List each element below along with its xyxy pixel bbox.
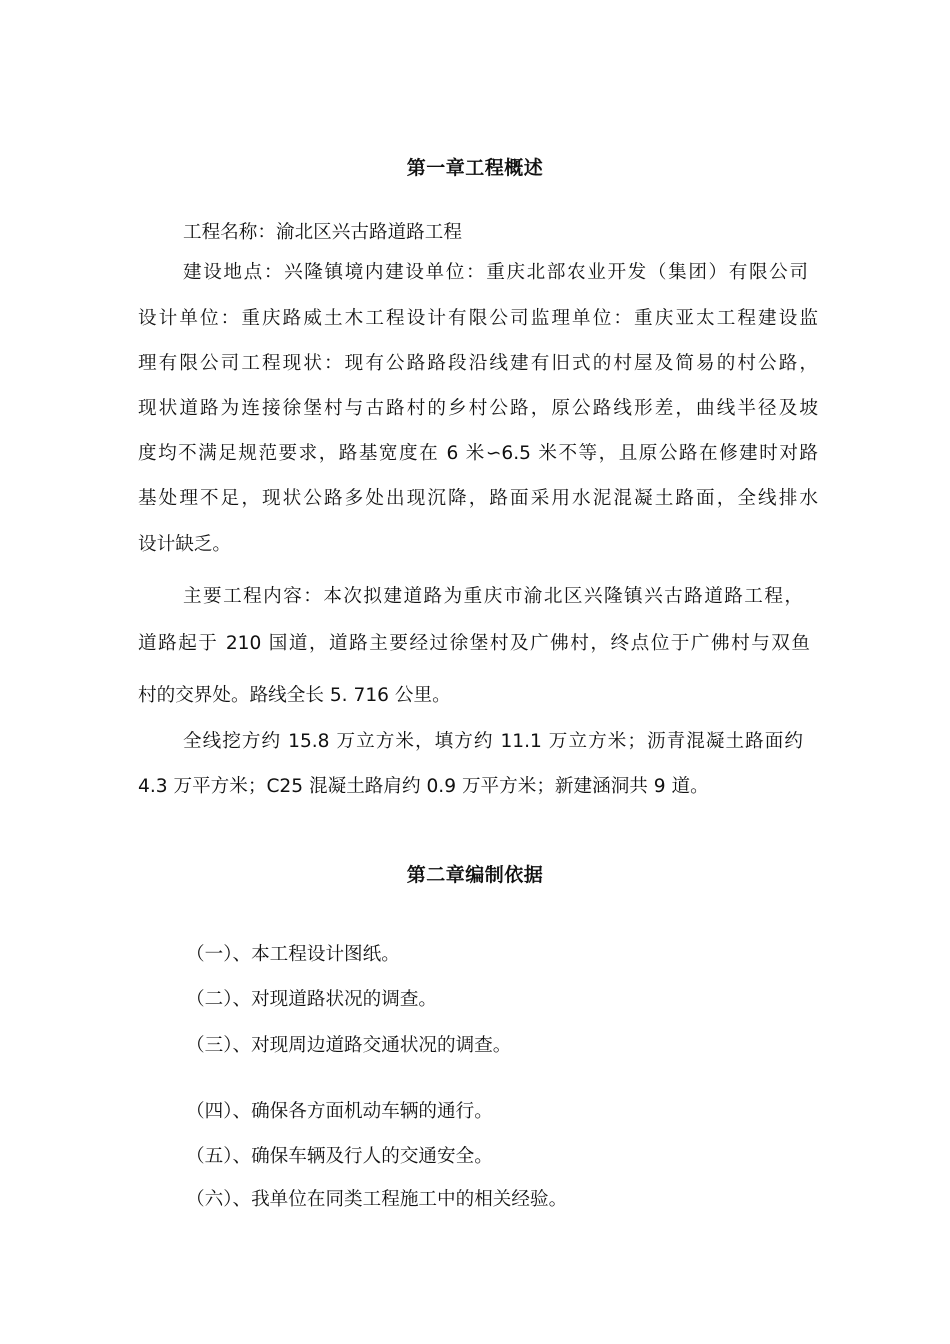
basis-list-item: （三）、对现周边道路交通状况的调查。: [186, 1035, 512, 1056]
paragraph-line: 理有限公司工程现状：现有公路路段沿线建有旧式的村屋及简易的村公路，: [138, 353, 818, 374]
project-name-line: 工程名称：渝北区兴古路道路工程: [183, 222, 462, 243]
basis-list-item: （二）、对现道路状况的调查。: [186, 989, 438, 1010]
paragraph-line: 现状道路为连接徐堡村与古路村的乡村公路，原公路线形差，曲线半径及坡: [138, 398, 818, 419]
basis-list-item: （六）、我单位在同类工程施工中的相关经验。: [186, 1189, 568, 1210]
basis-list-item: （四）、确保各方面机动车辆的通行。: [186, 1101, 493, 1122]
paragraph-line: 设计单位：重庆路威土木工程设计有限公司监理单位：重庆亚太工程建设监: [138, 308, 818, 329]
paragraph-line: 设计缺乏。: [138, 534, 231, 555]
paragraph-line: 村的交界处。路线全长 5. 716 公里。: [138, 685, 451, 706]
chapter-1-title: 第一章工程概述: [406, 157, 544, 179]
basis-list-item: （一）、本工程设计图纸。: [186, 944, 400, 965]
chapter-2-title: 第二章编制依据: [406, 864, 544, 886]
basis-list-item: （五）、确保车辆及行人的交通安全。: [186, 1146, 493, 1167]
paragraph-line: 4.3 万平方米；C25 混凝土路肩约 0.9 万平方米；新建涵洞共 9 道。: [138, 776, 709, 797]
paragraph-line: 度均不满足规范要求，路基宽度在 6 米∽6.5 米不等，且原公路在修建时对路: [138, 443, 818, 464]
paragraph-line: 基处理不足，现状公路多处出现沉降，路面采用水泥混凝土路面，全线排水: [138, 488, 818, 509]
main-content-line: 主要工程内容：本次拟建道路为重庆市渝北区兴隆镇兴古路道路工程，: [183, 586, 803, 607]
quantities-line: 全线挖方约 15.8 万立方米，填方约 11.1 万立方米；沥青混凝土路面约: [183, 731, 803, 752]
paragraph-line: 道路起于 210 国道，道路主要经过徐堡村及广佛村，终点位于广佛村与双鱼: [138, 633, 810, 654]
location-line: 建设地点：兴隆镇境内建设单位：重庆北部农业开发（集团）有限公司: [183, 262, 808, 283]
